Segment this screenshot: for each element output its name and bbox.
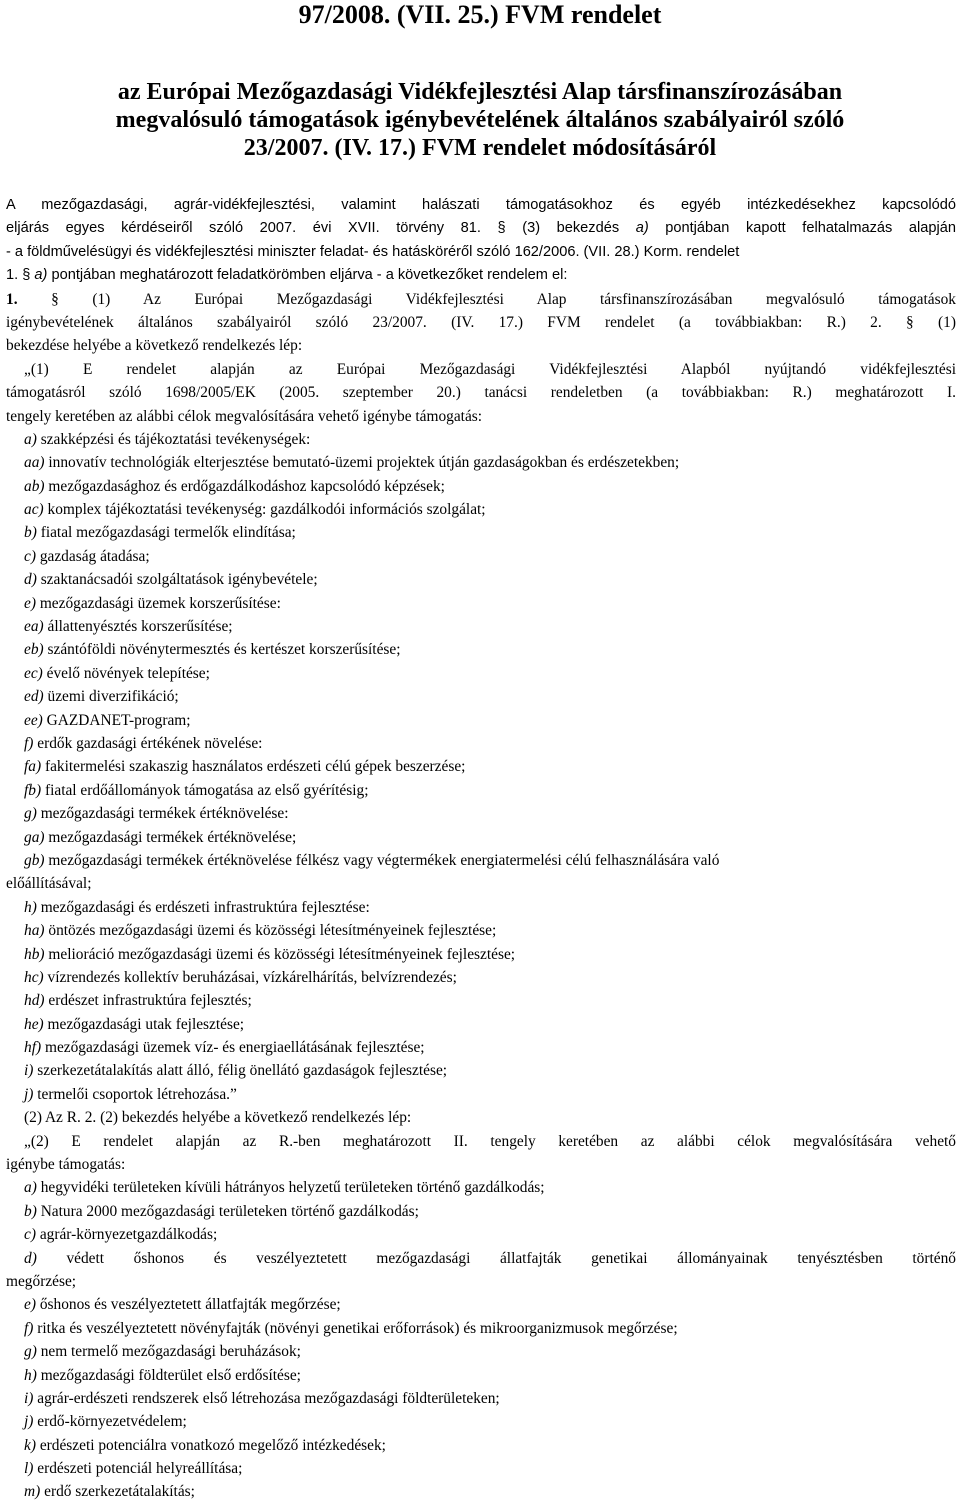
list-item — [6, 1013, 956, 1036]
list-item — [6, 966, 956, 989]
list-item — [6, 1410, 956, 1433]
list-item — [6, 849, 956, 872]
item-label: ab) — [24, 477, 45, 495]
item-label: k) — [24, 1436, 36, 1454]
preamble-line: - a földművelésügyi és vidékfejlesztési miniszter feladat- és hatásköréről szóló 162/2006. (VII. 28.) Korm. rendelet — [6, 243, 740, 260]
item-label: gb) — [24, 851, 45, 869]
item-label: he) — [24, 1015, 44, 1033]
list-item — [6, 755, 956, 778]
item-text: fakitermelési szakaszig használatos erdészeti célú gépek beszerzése; — [44, 758, 466, 776]
item-label: h) — [24, 1366, 37, 1384]
item-text: őshonos és veszélyeztetett állatfajták megőrzése; — [39, 1296, 341, 1314]
list-item — [6, 1200, 956, 1223]
quote-line: tengely keretében az alábbi célok megvalósítására vehető igénybe támogatás: — [6, 407, 483, 425]
list-item — [6, 732, 956, 755]
item-label: f) — [24, 1319, 34, 1337]
list-item — [6, 475, 956, 498]
item-text: komplex tájékoztatási tevékenység: gazdálkodói információs szolgálat; — [47, 501, 486, 519]
preamble-text: eljárás egyes kérdéseiről szóló 2007. évi XVII. törvény 81. — [6, 220, 481, 237]
item-label: ha) — [24, 922, 45, 940]
item-label: a) — [24, 430, 37, 448]
item-label: ed) — [24, 688, 44, 706]
section-number: 1. — [6, 290, 18, 308]
list-item — [6, 919, 956, 942]
item-label: fa) — [24, 758, 42, 776]
section-sign: § — [906, 313, 914, 331]
section-text: (1) Az Európai Mezőgazdasági Vidékfejlesztési Alap társfinanszírozásában megvalósuló támogatások — [92, 290, 956, 308]
item-label: aa) — [24, 454, 45, 472]
item-label: i) — [24, 1062, 34, 1080]
item-text: erdészeti potenciálra vonatkozó megelőző intézkedések; — [39, 1436, 386, 1454]
section-text: igénybevételének általános szabályairól szóló 23/2007. (IV. 17.) FVM rendelet (a továbbiakban: R.) 2. — [6, 313, 882, 331]
preamble-text: pontjában meghatározott feladatkörömben eljárva - a következőket rendelem el: — [51, 267, 568, 284]
point-label: a) — [635, 220, 649, 237]
list-item — [6, 1176, 956, 1199]
document-body — [6, 194, 956, 1504]
item-label: fb) — [24, 781, 42, 799]
item-text: mezőgazdasági üzemek víz- és energiaellátásának fejlesztése; — [44, 1039, 425, 1057]
item-text: öntözés mezőgazdasági üzemi és közösségi létesítményeinek fejlesztése; — [48, 922, 497, 940]
list-item — [6, 1317, 956, 1340]
document-subtitle — [0, 78, 960, 162]
item-text: előállításával; — [6, 875, 92, 893]
item-text: gazdaság átadása; — [39, 547, 150, 565]
list-item — [6, 1247, 956, 1270]
list-item — [6, 451, 956, 474]
list-item — [6, 1457, 956, 1480]
item-label: hd) — [24, 992, 45, 1010]
list-item — [6, 1340, 956, 1363]
preamble-line — [6, 217, 956, 240]
item-label: ea) — [24, 618, 44, 636]
section-sign: § — [22, 267, 31, 284]
item-label: f) — [24, 734, 34, 752]
list-item — [6, 1059, 956, 1082]
item-text: melioráció mezőgazdasági üzemi és közösségi létesítményeinek fejlesztése; — [48, 945, 516, 963]
item-label: j) — [24, 1413, 34, 1431]
preamble-line — [6, 264, 956, 287]
item-label: e) — [24, 1296, 36, 1314]
item-label: b) — [24, 1202, 37, 1220]
subtitle-line: megvalósuló támogatások igénybevételének általános szabályairól szóló — [115, 107, 845, 133]
item-label: hf) — [24, 1039, 42, 1057]
item-text: erdő szerkezetátalakítás; — [44, 1483, 195, 1501]
list-item — [6, 1293, 956, 1316]
item-label: e) — [24, 594, 36, 612]
item-text: évelő növények telepítése; — [46, 664, 210, 682]
item-label: c) — [24, 1226, 36, 1244]
section-sign: § — [497, 220, 506, 237]
item-label: h) — [24, 898, 37, 916]
item-label: i) — [24, 1389, 34, 1407]
item-text: állattenyésztés korszerűsítése; — [47, 618, 233, 636]
section-text: (1) — [938, 313, 956, 331]
list-item — [6, 1364, 956, 1387]
item-text: erdészeti potenciál helyreállítása; — [37, 1460, 243, 1478]
list-item — [6, 498, 956, 521]
item-text: szaktanácsadói szolgáltatások igénybevétele; — [40, 571, 318, 589]
list-item — [6, 568, 956, 591]
item-label: a) — [24, 1179, 37, 1197]
list-item — [6, 1223, 956, 1246]
item-list-2 — [6, 1176, 956, 1503]
list-item — [6, 592, 956, 615]
item-text: üzemi diverzifikáció; — [47, 688, 179, 706]
item-label: g) — [24, 1343, 37, 1361]
item-text: fiatal erdőállományok támogatása az első gyérítésig; — [44, 781, 369, 799]
item-text: szántóföldi növénytermesztés és kertészet korszerűsítése; — [47, 641, 401, 659]
item-text: mezőgazdasági termékek értéknövelése: — [40, 805, 289, 823]
list-item — [6, 1480, 956, 1503]
subtitle-line: az Európai Mezőgazdasági Vidékfejlesztési Alap társfinanszírozásában — [117, 79, 843, 105]
item-label: d) — [24, 571, 37, 589]
list-item — [6, 662, 956, 685]
preamble-text: (3) bekezdés — [522, 220, 620, 237]
item-text: szerkezetátalakítás alatt álló, félig önellátó gazdaságok fejlesztése; — [37, 1062, 448, 1080]
section-1-line: bekezdése helyébe a következő rendelkezés lép: — [6, 337, 303, 355]
document-title: 97/2008. (VII. 25.) FVM rendelet — [298, 0, 662, 29]
item-label: j) — [24, 1085, 34, 1103]
subtitle-line: 23/2007. (IV. 17.) FVM rendelet módosításáról — [243, 135, 717, 161]
list-item — [6, 428, 956, 451]
item-text: erdészet infrastruktúra fejlesztés; — [48, 992, 252, 1010]
item-text: mezőgazdasági üzemek korszerűsítése: — [39, 594, 281, 612]
item-text: mezőgazdasági termékek értéknövelése félkész vagy végtermékek energiatermelési célú felhasználására való — [48, 851, 720, 869]
item-label: c) — [24, 547, 36, 565]
item-text: mezőgazdasági és erdészeti infrastruktúra fejlesztése: — [40, 898, 370, 916]
quote-line: támogatásról szóló 1698/2005/EK (2005. szeptember 20.) tanácsi rendeletben (a továbbiakban: R.) meghatározott I. — [6, 384, 956, 402]
item-text: mezőgazdasági utak fejlesztése; — [47, 1015, 245, 1033]
item-text: agrár-erdészeti rendszerek első létrehozása mezőgazdasági földterületeken; — [37, 1389, 500, 1407]
item-label: hc) — [24, 968, 44, 986]
list-item — [6, 615, 956, 638]
item-text: Natura 2000 mezőgazdasági területeken történő gazdálkodás; — [40, 1202, 419, 1220]
list-item — [6, 685, 956, 708]
item-text: vízrendezés kollektív beruházásai, vízkárelhárítás, belvízrendezés; — [47, 968, 457, 986]
item-label: ee) — [24, 711, 43, 729]
item-text: agrár-környezetgazdálkodás; — [39, 1226, 218, 1244]
item-list-1 — [6, 428, 956, 1106]
section-1-line — [6, 311, 956, 334]
preamble-text: 1. — [6, 267, 19, 284]
quote-line: igénybe támogatás: — [6, 1156, 126, 1174]
item-label: ga) — [24, 828, 45, 846]
item-label: hb) — [24, 945, 45, 963]
item-text: mezőgazdasághoz és erdőgazdálkodáshoz kapcsolódó képzések; — [48, 477, 445, 495]
item-text: nem termelő mezőgazdasági beruházások; — [40, 1343, 301, 1361]
list-item — [6, 1387, 956, 1410]
item-text: mezőgazdasági termékek értéknövelése; — [48, 828, 297, 846]
list-item — [6, 872, 956, 895]
preamble-text: pontjában kapott felhatalmazás alapján — [665, 220, 956, 237]
quote-line: „(1) E rendelet alapján az Európai Mezőgazdasági Vidékfejlesztési Alapból nyújtandó vidékfejlesztési — [24, 360, 956, 378]
list-item — [6, 989, 956, 1012]
item-text: fiatal mezőgazdasági termelők elindítása; — [40, 524, 296, 542]
item-text: védett őshonos és veszélyeztetett mezőgazdasági állatfajták genetikai állományainak tenyésztésben történő — [66, 1249, 957, 1267]
item-text: ritka és veszélyeztetett növényfajták (növényi genetikai erőforrások) és mikroorganizmusok megőrzése; — [37, 1319, 678, 1337]
list-item — [6, 1434, 956, 1457]
item-text: termelői csoportok létrehozása.” — [37, 1085, 237, 1103]
item-text: megőrzése; — [6, 1272, 77, 1290]
section-2-line: (2) Az R. 2. (2) bekezdés helyébe a következő rendelkezés lép: — [24, 1109, 412, 1127]
section-sign: § — [51, 290, 59, 308]
item-label: d) — [24, 1249, 37, 1267]
item-label: ec) — [24, 664, 43, 682]
item-text: szakképzési és tájékoztatási tevékenységek: — [40, 430, 311, 448]
list-item — [6, 943, 956, 966]
item-label: m) — [24, 1483, 41, 1501]
item-text: mezőgazdasági földterület első erdősítése; — [40, 1366, 301, 1384]
list-item — [6, 779, 956, 802]
point-label: a) — [34, 267, 48, 284]
item-text: hegyvidéki területeken kívüli hátrányos helyzetű területeken történő gazdálkodás; — [40, 1179, 545, 1197]
list-item — [6, 896, 956, 919]
item-text: erdő-környezetvédelem; — [37, 1413, 187, 1431]
item-label: g) — [24, 805, 37, 823]
item-text: innovatív technológiák elterjesztése bemutató-üzemi projektek útján gazdaságokban és erdészetekben; — [48, 454, 680, 472]
item-text: erdők gazdasági értékének növelése: — [37, 734, 263, 752]
quote-line: „(2) E rendelet alapján az R.-ben meghatározott II. tengely keretében az alábbi célok megvalósítására vehető — [24, 1132, 956, 1150]
list-item — [6, 521, 956, 544]
item-label: eb) — [24, 641, 44, 659]
item-label: ac) — [24, 501, 44, 519]
section-1-line — [6, 288, 956, 311]
preamble-line: A mezőgazdasági, agrár-vidékfejlesztési, valamint halászati támogatásokhoz és egyéb intézkedésekhez kapcsolódó — [6, 197, 956, 213]
item-text: GAZDANET-program; — [46, 711, 191, 729]
item-label: l) — [24, 1460, 34, 1478]
list-item — [6, 802, 956, 825]
item-label: b) — [24, 524, 37, 542]
list-item — [6, 709, 956, 732]
list-item — [6, 826, 956, 849]
list-item — [6, 638, 956, 661]
list-item — [6, 1036, 956, 1059]
list-item — [6, 545, 956, 568]
list-item — [6, 1270, 956, 1293]
list-item — [6, 1083, 956, 1106]
